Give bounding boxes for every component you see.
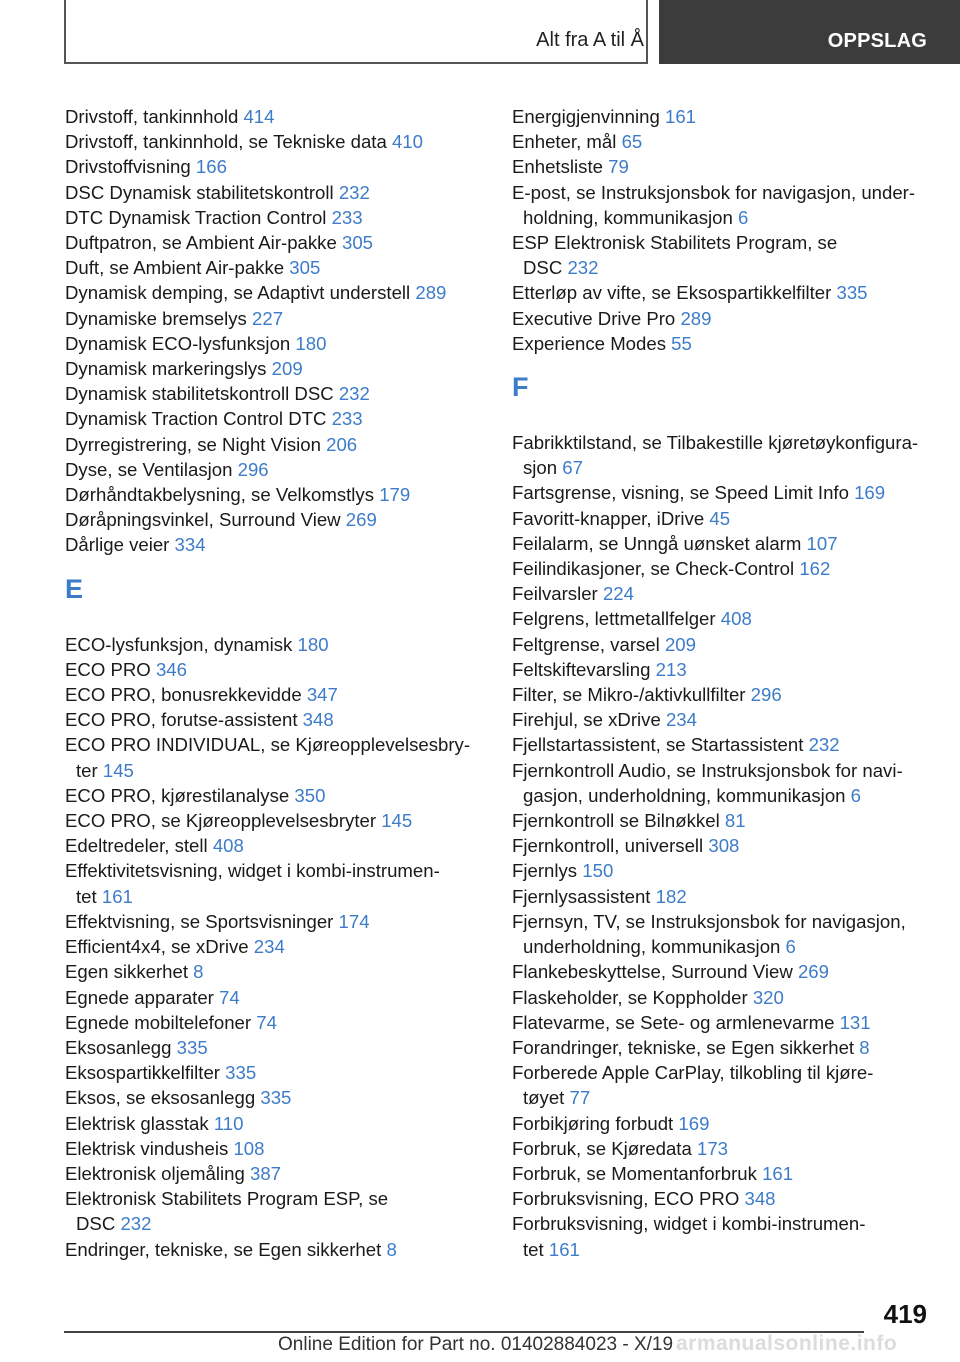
index-entry <box>512 230 952 280</box>
index-entry-term: ECO PRO, bonusrekkevidde <box>65 684 302 706</box>
index-entry-term: Fjernsyn, TV, se Instruksjonsbok for navigasjon, <box>512 910 906 932</box>
page-reference-link[interactable]: 346 <box>155 658 187 680</box>
index-entry-term: Drivstoffvisning <box>65 156 191 178</box>
index-entry-term: Eksosanlegg <box>65 1036 172 1058</box>
page-reference-link[interactable]: 8 <box>193 961 204 983</box>
page-reference-link[interactable]: 6 <box>850 784 862 806</box>
page-reference-link[interactable]: 335 <box>260 1087 292 1109</box>
page-number: 419 <box>883 1299 927 1329</box>
page-reference-link[interactable]: 161 <box>548 1238 580 1260</box>
index-entry <box>512 909 952 959</box>
index-entry-term: Egen sikkerhet <box>65 961 188 983</box>
page-reference-link[interactable]: 269 <box>797 961 829 983</box>
header-rule-bottom <box>64 62 648 64</box>
index-entry <box>65 934 490 959</box>
index-entry-continuation: DSC <box>523 257 563 279</box>
page-reference-link[interactable]: 410 <box>391 131 423 153</box>
index-entry <box>512 581 952 606</box>
index-entry <box>512 180 952 230</box>
index-entry-term: Fjernkontroll Audio, se Instruksjonsbok for navi- <box>512 759 903 781</box>
header-rule-divider <box>646 0 648 64</box>
index-entry <box>65 406 490 431</box>
page-reference-link[interactable]: 209 <box>664 633 696 655</box>
page-reference-link[interactable]: 227 <box>252 307 284 329</box>
page-reference-link[interactable]: 296 <box>237 458 269 480</box>
index-entry <box>512 1111 952 1136</box>
index-entry-continuation: tet <box>76 885 97 907</box>
index-entry <box>512 129 952 154</box>
index-entry-term: Executive Drive Pro <box>512 307 676 329</box>
index-entry-term: ECO PRO INDIVIDUAL, se Kjøreopplevelsesbry- <box>65 734 471 756</box>
index-entry <box>65 682 490 707</box>
page-reference-link[interactable]: 335 <box>225 1062 257 1084</box>
index-entry-continuation: sjon <box>523 457 558 479</box>
index-entry <box>65 1085 490 1110</box>
page-reference-link[interactable]: 234 <box>665 709 697 731</box>
index-entry-term: Elektrisk vindusheis <box>65 1137 229 1159</box>
page-reference-link[interactable]: 387 <box>250 1162 282 1184</box>
index-entry-term: Feilalarm, se Unngå uønsket alarm <box>512 532 802 554</box>
page-reference-link[interactable]: 161 <box>665 106 697 127</box>
index-entry-continuation: gasjon, underholdning, kommunikasjon <box>523 784 846 806</box>
page-reference-link[interactable]: 233 <box>331 408 363 430</box>
section-title: Alt fra A til Å <box>536 29 644 51</box>
page-reference-link[interactable]: 234 <box>253 936 285 958</box>
header-rule-left <box>64 0 66 64</box>
page-reference-link[interactable]: 408 <box>212 835 244 857</box>
index-entry <box>65 1161 490 1186</box>
page-header <box>0 0 960 66</box>
index-entry-term: DSC Dynamisk stabilitetskontroll <box>65 181 334 203</box>
index-entry-term: Endringer, tekniske, se Egen sikkerhet <box>65 1238 382 1260</box>
page-reference-link[interactable]: 108 <box>233 1137 265 1159</box>
index-entry <box>512 331 952 356</box>
index-entry-term: Filter, se Mikro-/aktivkullfilter <box>512 684 746 706</box>
page-reference-link[interactable]: 180 <box>295 332 327 354</box>
index-entry-term: ESP Elektronisk Stabilitets Program, se <box>512 232 838 254</box>
index-entry <box>65 1111 490 1136</box>
page-reference-link[interactable]: 350 <box>294 784 326 806</box>
index-entry <box>512 808 952 833</box>
index-entry <box>65 180 490 205</box>
index-entry-term: Egnede apparater <box>65 986 214 1008</box>
page-reference-link[interactable]: 213 <box>655 658 687 680</box>
index-entry-continuation: holdning, kommunikasjon <box>523 206 733 228</box>
index-entry <box>512 506 952 531</box>
index-entry-term: Døråpningsvinkel, Surround View <box>65 509 341 531</box>
index-entry <box>65 909 490 934</box>
index-entry <box>65 707 490 732</box>
index-entry-term: ECO PRO <box>65 658 151 680</box>
index-entry <box>512 606 952 631</box>
page-reference-link[interactable]: 107 <box>806 532 838 554</box>
index-entry-term: Fjernlys <box>512 860 578 882</box>
index-entry <box>65 783 490 808</box>
page-reference-link[interactable]: 45 <box>709 507 731 529</box>
page-reference-link[interactable]: 65 <box>621 131 643 153</box>
index-entry <box>65 532 490 557</box>
index-entry <box>65 205 490 230</box>
index-entry-continuation: underholdning, kommunikasjon <box>523 936 781 958</box>
page-reference-link[interactable]: 305 <box>342 232 374 254</box>
index-entry <box>512 884 952 909</box>
index-entry-term: Dynamisk markeringslys <box>65 358 267 380</box>
index-entry-term: Dyse, se Ventilasjon <box>65 458 233 480</box>
index-entry <box>65 959 490 984</box>
index-entry-term: Feilvarsler <box>512 583 598 605</box>
index-entry-term: Flankebeskyttelse, Surround View <box>512 961 793 983</box>
index-entry-term: Forbruksvisning, ECO PRO <box>512 1188 740 1210</box>
index-entry-term: Drivstoff, tankinnhold <box>65 106 239 127</box>
index-entry <box>65 657 490 682</box>
page-reference-link[interactable]: 67 <box>562 457 583 479</box>
index-entry <box>512 959 952 984</box>
index-entry-term: Dynamisk ECO-lysfunksjon <box>65 332 291 354</box>
index-entry <box>65 1060 490 1085</box>
index-entry-term: Dynamisk stabilitetskontroll DSC <box>65 383 334 405</box>
page-reference-link[interactable]: 335 <box>836 282 868 304</box>
page-reference-link[interactable]: 414 <box>243 106 275 127</box>
index-entry-term: Fjellstartassistent, se Startassistent <box>512 734 804 756</box>
index-entry <box>65 280 490 305</box>
index-column-left <box>65 104 490 1262</box>
index-entry <box>65 230 490 255</box>
page-reference-link[interactable]: 232 <box>808 734 840 756</box>
page-reference-link[interactable]: 162 <box>799 558 831 580</box>
index-entry <box>65 482 490 507</box>
index-entry-term: Effektvisning, se Sportsvisninger <box>65 910 334 932</box>
page-reference-link[interactable]: 145 <box>102 759 134 781</box>
index-entry-term: Etterløp av vifte, se Eksospartikkelfilter <box>512 282 832 304</box>
index-entry-term: ECO-lysfunksjon, dynamisk <box>65 633 293 655</box>
index-entry-term: Elektrisk glasstak <box>65 1112 209 1134</box>
index-entry-term: Elektronisk oljemåling <box>65 1162 245 1184</box>
index-entry <box>65 1237 490 1262</box>
index-entry <box>65 858 490 908</box>
page-reference-link[interactable]: 408 <box>720 608 752 630</box>
index-entry-term: Experience Modes <box>512 332 666 354</box>
index-entry-continuation: ter <box>76 759 98 781</box>
index-entry-term: Forbruksvisning, widget i kombi-instrumen- <box>512 1213 866 1235</box>
page-reference-link[interactable]: 232 <box>567 257 599 279</box>
page-reference-link[interactable]: 166 <box>195 156 227 178</box>
index-entry-term: Forbikjøring forbudt <box>512 1112 674 1134</box>
index-entry <box>65 632 490 657</box>
page-reference-link[interactable]: 8 <box>386 1238 397 1260</box>
index-entry <box>65 457 490 482</box>
index-entry <box>65 129 490 154</box>
index-entry <box>512 1136 952 1161</box>
index-entry-term: Dyrregistrering, se Night Vision <box>65 433 321 455</box>
index-entry-term: Flatevarme, se Sete- og armlenevarme <box>512 1011 835 1033</box>
page-reference-link[interactable]: 224 <box>602 583 634 605</box>
page-reference-link[interactable]: 74 <box>219 986 240 1008</box>
index-entry <box>65 985 490 1010</box>
index-entry-term: Dynamiske bremselys <box>65 307 247 329</box>
index-entry-term: DTC Dynamisk Traction Control <box>65 206 327 228</box>
page-reference-link[interactable]: 8 <box>859 1036 870 1058</box>
chapter-tab: OPPSLAG <box>659 0 960 64</box>
index-letter-heading: E <box>65 573 84 604</box>
index-entry-term: Egnede mobiltelefoner <box>65 1011 252 1033</box>
page-reference-link[interactable]: 348 <box>744 1188 776 1210</box>
index-entry-term: ECO PRO, forutse-assistent <box>65 709 298 731</box>
index-entry-term: ECO PRO, se Kjøreopplevelsesbryter <box>65 810 377 832</box>
page-reference-link[interactable]: 347 <box>306 684 338 706</box>
index-entry <box>512 858 952 883</box>
page-reference-link[interactable]: 150 <box>582 860 614 882</box>
page-reference-link[interactable]: 289 <box>415 282 447 304</box>
index-entry-term: Forbruk, se Momentanforbruk <box>512 1162 757 1184</box>
index-entry <box>512 480 952 505</box>
index-entry <box>65 104 490 129</box>
page-reference-link[interactable]: 55 <box>671 332 692 354</box>
index-entry <box>512 1035 952 1060</box>
index-entry-term: Forandringer, tekniske, se Egen sikkerhet <box>512 1036 855 1058</box>
watermark: armanualsonline.info <box>676 1332 898 1355</box>
index-entry <box>65 1035 490 1060</box>
index-entry-continuation: tøyet <box>523 1087 565 1109</box>
index-entry-continuation: tet <box>523 1238 544 1260</box>
index-entry <box>65 833 490 858</box>
page-reference-link[interactable]: 180 <box>297 633 329 655</box>
page-reference-link[interactable]: 289 <box>680 307 712 329</box>
page-reference-link[interactable]: 74 <box>256 1011 277 1033</box>
index-entry <box>512 833 952 858</box>
footer-edition: Online Edition for Part no. 01402884023 - X/19 <box>278 1334 674 1355</box>
page-reference-link[interactable]: 169 <box>678 1112 710 1134</box>
index-entry-term: Flaskeholder, se Koppholder <box>512 986 748 1008</box>
index-entry-term: Edeltredeler, stell <box>65 835 208 857</box>
index-entry-term: Eksospartikkelfilter <box>65 1062 220 1084</box>
page-reference-link[interactable]: 110 <box>213 1112 244 1134</box>
index-entry-term: Drivstoff, tankinnhold, se Tekniske data <box>65 131 387 153</box>
page-reference-link[interactable]: 179 <box>379 484 411 506</box>
index-entry <box>512 707 952 732</box>
index-entry <box>512 657 952 682</box>
index-entry <box>512 531 952 556</box>
page-reference-link[interactable]: 206 <box>326 433 358 455</box>
index-entry <box>512 556 952 581</box>
index-entry <box>65 255 490 280</box>
index-column-right <box>512 104 952 1262</box>
index-entry-term: Duftpatron, se Ambient Air-pakke <box>65 232 337 254</box>
page-reference-link[interactable]: 169 <box>854 482 886 504</box>
index-entry <box>512 732 952 757</box>
index-entry-term: Fjernkontroll, universell <box>512 835 704 857</box>
index-entry <box>512 1010 952 1035</box>
page-reference-link[interactable]: 335 <box>176 1036 208 1058</box>
index-entry <box>65 432 490 457</box>
index-entry-term: Duft, se Ambient Air-pakke <box>65 257 285 279</box>
page-reference-link[interactable]: 79 <box>608 156 629 178</box>
index-entry <box>65 732 490 782</box>
index-entry-continuation: DSC <box>76 1213 116 1235</box>
index-entry-term: Energigjenvinning <box>512 106 660 127</box>
page-reference-link[interactable]: 174 <box>338 910 370 932</box>
index-entry-term: Elektronisk Stabilitets Program ESP, se <box>65 1188 389 1210</box>
page-reference-link[interactable]: 209 <box>271 358 303 380</box>
index-entry <box>512 1186 952 1211</box>
index-entry-term: ECO PRO, kjørestilanalyse <box>65 784 290 806</box>
index-letter-heading: F <box>512 372 529 403</box>
index-entry-term: Dårlige veier <box>65 534 170 556</box>
index-entry-term: Felgrens, lettmetallfelger <box>512 608 716 630</box>
page-reference-link[interactable]: 6 <box>738 206 749 228</box>
page-reference-link[interactable]: 232 <box>338 383 370 405</box>
index-entry-term: Fjernlysassistent <box>512 885 651 907</box>
page-reference-link[interactable]: 320 <box>752 986 784 1008</box>
index-entry-term: Feltskiftevarsling <box>512 658 651 680</box>
index-entry <box>65 1186 490 1236</box>
index-entry <box>65 808 490 833</box>
index-entry <box>65 1136 490 1161</box>
index-entry-term: Dynamisk demping, se Adaptivt understell <box>65 282 411 304</box>
page-reference-link[interactable]: 161 <box>101 885 133 907</box>
page-reference-link[interactable]: 296 <box>750 684 782 706</box>
page-reference-link[interactable]: 161 <box>762 1162 794 1184</box>
index-entry <box>65 507 490 532</box>
page-reference-link[interactable]: 173 <box>696 1137 729 1159</box>
page-reference-link[interactable]: 232 <box>120 1213 152 1235</box>
page-reference-link[interactable]: 131 <box>839 1011 871 1033</box>
page-reference-link[interactable]: 6 <box>785 936 796 958</box>
page-reference-link[interactable]: 232 <box>338 181 370 203</box>
page-reference-link[interactable]: 305 <box>289 257 321 279</box>
index-entry-term: Firehjul, se xDrive <box>512 709 661 731</box>
index-entry <box>512 104 952 129</box>
index-entry <box>512 430 952 480</box>
index-entry-term: Efficient4x4, se xDrive <box>65 936 249 958</box>
index-entry <box>512 682 952 707</box>
index-entry-term: Feilindikasjoner, se Check-Control <box>512 558 795 580</box>
index-entry <box>65 1010 490 1035</box>
index-entry <box>65 306 490 331</box>
page-reference-link[interactable]: 348 <box>302 709 334 731</box>
index-entry-term: Forberede Apple CarPlay, tilkobling til kjøre- <box>512 1062 874 1084</box>
index-entry-term: Forbruk, se Kjøredata <box>512 1137 692 1159</box>
index-entry-term: Dørhåndtakbelysning, se Velkomstlys <box>65 484 375 506</box>
index-entry <box>512 154 952 179</box>
index-entry-term: E-post, se Instruksjonsbok for navigasjon, under- <box>512 181 916 203</box>
index-entry <box>512 1211 952 1261</box>
index-entry <box>512 1161 952 1186</box>
index-entry-term: Fjernkontroll se Bilnøkkel <box>512 810 720 832</box>
page-reference-link[interactable]: 269 <box>345 509 377 531</box>
index-entry <box>512 1060 952 1110</box>
index-entry-term: Feltgrense, varsel <box>512 633 660 655</box>
page-reference-link[interactable]: 233 <box>331 206 363 228</box>
index-entry <box>65 154 490 179</box>
index-entry-term: Favoritt-knapper, iDrive <box>512 507 705 529</box>
index-entry <box>512 632 952 657</box>
index-entry-term: Enheter, mål <box>512 131 617 153</box>
index-entry <box>65 381 490 406</box>
index-entry <box>65 356 490 381</box>
page-reference-link[interactable]: 77 <box>569 1087 591 1109</box>
page-reference-link[interactable]: 81 <box>724 810 746 832</box>
page-reference-link[interactable]: 182 <box>655 885 687 907</box>
page-reference-link[interactable]: 308 <box>708 835 740 857</box>
page-reference-link[interactable]: 145 <box>381 810 413 832</box>
index-entry-term: Dynamisk Traction Control DTC <box>65 408 327 430</box>
index-entry <box>512 985 952 1010</box>
index-entry-term: Eksos, se eksosanlegg <box>65 1087 256 1109</box>
index-entry <box>65 331 490 356</box>
index-entry <box>512 758 952 808</box>
index-entry <box>512 306 952 331</box>
index-entry-term: Enhetsliste <box>512 156 603 178</box>
index-entry <box>512 280 952 305</box>
index-entry-term: Fabrikktilstand, se Tilbakestille kjøretøykonfigura- <box>512 432 919 454</box>
index-entry-term: Effektivitetsvisning, widget i kombi-instrumen- <box>65 860 440 882</box>
page-reference-link[interactable]: 334 <box>174 534 206 556</box>
index-entry-term: Fartsgrense, visning, se Speed Limit Info <box>512 482 849 504</box>
